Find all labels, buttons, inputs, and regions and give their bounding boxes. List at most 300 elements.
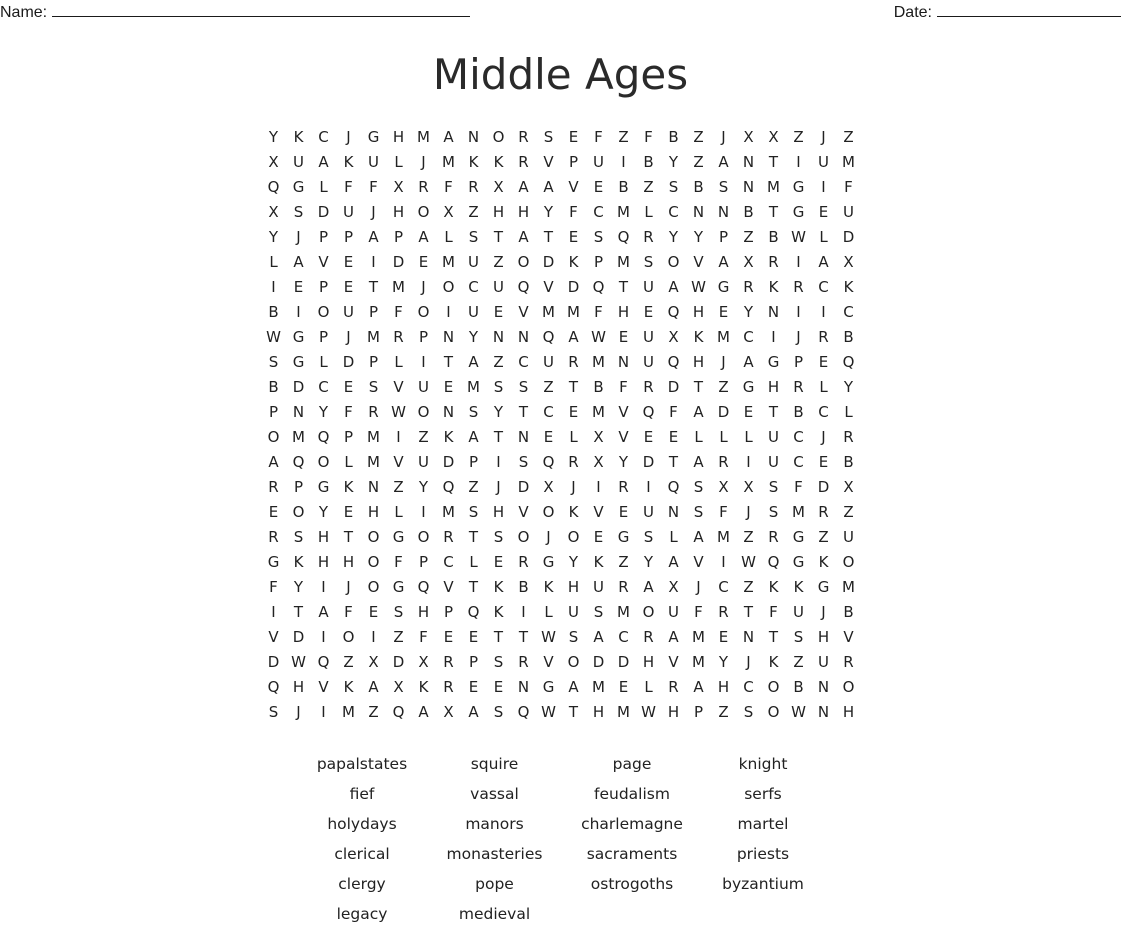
grid-letter: G <box>742 377 755 396</box>
grid-letter: G <box>542 677 555 696</box>
grid-letter: J <box>571 477 576 496</box>
grid-letter: U <box>293 152 304 171</box>
grid-letter: F <box>669 402 678 421</box>
grid-letter: O <box>567 652 580 671</box>
grid-letter: V <box>268 627 279 646</box>
grid-letter: G <box>792 552 805 571</box>
grid-letter: X <box>768 127 779 146</box>
grid-letter: D <box>617 652 630 671</box>
grid-letter: N <box>442 327 455 346</box>
grid-letter: S <box>518 377 529 396</box>
grid-letter: Y <box>843 377 854 396</box>
grid-letter: I <box>621 152 626 171</box>
grid-letter: X <box>393 677 404 696</box>
grid-letter: N <box>717 202 730 221</box>
grid-letter: V <box>593 502 604 521</box>
grid-letter: E <box>493 552 504 571</box>
grid-letter: H <box>317 527 330 546</box>
grid-letter: K <box>468 152 479 171</box>
grid-letter: A <box>468 702 479 721</box>
grid-letter: U <box>468 302 479 321</box>
grid-letter: W <box>741 552 756 571</box>
grid-letter: A <box>743 352 754 371</box>
name-label: Name: <box>0 4 48 21</box>
grid-letter: R <box>618 477 629 496</box>
word-bank-item: monasteries <box>446 845 543 863</box>
grid-letter: N <box>367 477 380 496</box>
word-bank-item: byzantium <box>722 875 804 893</box>
grid-letter: I <box>721 552 726 571</box>
grid-letter: H <box>692 352 705 371</box>
word-bank-item: martel <box>737 815 789 833</box>
grid-letter: I <box>446 302 451 321</box>
grid-letter: U <box>818 152 829 171</box>
grid-letter: I <box>646 477 651 496</box>
grid-letter: H <box>392 202 405 221</box>
grid-letter: K <box>343 152 354 171</box>
grid-letter: A <box>268 452 279 471</box>
grid-letter: E <box>618 502 629 521</box>
grid-letter: P <box>468 452 479 471</box>
grid-letter: F <box>719 502 728 521</box>
grid-letter: X <box>268 202 279 221</box>
grid-letter: M <box>367 427 380 446</box>
grid-letter: V <box>518 302 529 321</box>
grid-letter: D <box>517 477 530 496</box>
grid-letter: P <box>343 227 354 246</box>
grid-letter: V <box>668 652 679 671</box>
grid-letter: K <box>568 252 579 271</box>
grid-letter: X <box>443 202 454 221</box>
grid-letter: R <box>518 152 529 171</box>
grid-letter: L <box>469 552 478 571</box>
grid-letter: O <box>642 602 655 621</box>
grid-letter: Z <box>843 502 854 521</box>
word-bank <box>292 750 819 930</box>
grid-letter: P <box>418 327 429 346</box>
grid-letter: A <box>693 527 704 546</box>
grid-letter: L <box>644 202 653 221</box>
grid-letter: R <box>568 352 579 371</box>
grid-letter: C <box>468 277 479 296</box>
grid-letter: Q <box>667 477 680 496</box>
grid-letter: I <box>521 602 526 621</box>
word-bank-item: serfs <box>744 785 782 803</box>
grid-letter: N <box>517 327 530 346</box>
grid-letter: N <box>742 627 755 646</box>
grid-letter: H <box>767 377 780 396</box>
grid-letter: Q <box>292 452 305 471</box>
grid-letter: L <box>269 252 278 271</box>
grid-letter: H <box>317 552 330 571</box>
grid-letter: I <box>396 427 401 446</box>
grid-letter: E <box>593 177 604 196</box>
grid-letter: E <box>568 127 579 146</box>
grid-letter: M <box>767 177 780 196</box>
grid-letter: R <box>743 277 754 296</box>
grid-letter: H <box>392 127 405 146</box>
grid-letter: P <box>693 702 704 721</box>
grid-letter: O <box>767 677 780 696</box>
grid-letter: S <box>543 127 554 146</box>
grid-letter: Z <box>468 477 479 496</box>
grid-letter: L <box>819 377 828 396</box>
grid-letter: Q <box>767 552 780 571</box>
grid-letter: P <box>368 302 379 321</box>
grid-letter: L <box>694 427 703 446</box>
grid-letter: F <box>344 602 353 621</box>
word-bank-item: ostrogoths <box>590 875 674 893</box>
grid-letter: A <box>593 627 604 646</box>
grid-letter: I <box>321 577 326 596</box>
grid-letter: S <box>393 602 404 621</box>
grid-letter: P <box>443 602 454 621</box>
grid-letter: U <box>493 277 504 296</box>
grid-letter: Q <box>517 277 530 296</box>
grid-letter: H <box>667 702 680 721</box>
grid-letter: E <box>343 377 354 396</box>
grid-letter: V <box>618 402 629 421</box>
grid-letter: E <box>643 302 654 321</box>
grid-letter: T <box>668 452 679 471</box>
grid-letter: V <box>443 577 454 596</box>
grid-letter: Q <box>842 352 855 371</box>
grid-letter: G <box>292 352 305 371</box>
grid-letter: S <box>293 527 304 546</box>
grid-letter: E <box>343 502 354 521</box>
word-search-grid <box>261 124 861 724</box>
grid-letter: Y <box>743 302 754 321</box>
grid-letter: F <box>444 177 453 196</box>
grid-letter: H <box>617 302 630 321</box>
grid-letter: F <box>394 552 403 571</box>
grid-letter: Z <box>643 177 654 196</box>
grid-letter: M <box>617 252 630 271</box>
grid-letter: E <box>493 677 504 696</box>
grid-letter: L <box>319 352 328 371</box>
grid-letter: K <box>343 477 354 496</box>
grid-letter: P <box>318 227 329 246</box>
grid-letter: Y <box>268 127 279 146</box>
word-bank-item: manors <box>465 815 524 833</box>
grid-letter: R <box>443 527 454 546</box>
grid-letter: Y <box>643 552 654 571</box>
grid-letter: D <box>592 652 605 671</box>
grid-letter: Y <box>568 552 579 571</box>
grid-letter: U <box>593 577 604 596</box>
grid-letter: M <box>842 152 855 171</box>
grid-letter: H <box>492 202 505 221</box>
grid-letter: J <box>821 427 826 446</box>
grid-letter: R <box>468 177 479 196</box>
grid-letter: O <box>842 677 855 696</box>
word-bank-item: feudalism <box>594 785 670 803</box>
grid-letter: Q <box>667 352 680 371</box>
grid-letter: C <box>793 427 804 446</box>
grid-letter: S <box>493 377 504 396</box>
grid-letter: O <box>492 127 505 146</box>
grid-letter: L <box>719 427 728 446</box>
grid-letter: G <box>792 202 805 221</box>
grid-letter: I <box>421 502 426 521</box>
grid-letter: D <box>317 202 330 221</box>
grid-letter: C <box>668 202 679 221</box>
grid-letter: K <box>768 652 779 671</box>
grid-letter: Z <box>418 427 429 446</box>
grid-letter: U <box>468 252 479 271</box>
grid-letter: F <box>644 127 653 146</box>
grid-letter: R <box>818 502 829 521</box>
grid-letter: S <box>568 627 579 646</box>
grid-letter: S <box>468 402 479 421</box>
grid-letter: Q <box>617 227 630 246</box>
grid-letter: V <box>393 377 404 396</box>
grid-letter: D <box>392 652 405 671</box>
grid-letter: R <box>768 527 779 546</box>
grid-letter: K <box>568 502 579 521</box>
grid-letter: M <box>592 402 605 421</box>
grid-letter: R <box>818 327 829 346</box>
grid-letter: V <box>393 452 404 471</box>
grid-letter: K <box>293 552 304 571</box>
grid-letter: Z <box>793 127 804 146</box>
grid-letter: I <box>771 327 776 346</box>
grid-letter: R <box>768 252 779 271</box>
grid-letter: G <box>617 527 630 546</box>
grid-letter: U <box>643 277 654 296</box>
grid-letter: Z <box>618 552 629 571</box>
grid-letter: B <box>743 202 754 221</box>
grid-letter: U <box>568 602 579 621</box>
grid-letter: V <box>318 252 329 271</box>
grid-letter: F <box>694 602 703 621</box>
grid-letter: J <box>421 277 426 296</box>
grid-letter: A <box>518 227 529 246</box>
grid-letter: G <box>292 177 305 196</box>
grid-letter: T <box>568 702 579 721</box>
grid-letter: T <box>543 227 554 246</box>
grid-letter: I <box>371 252 376 271</box>
grid-letter: R <box>268 527 279 546</box>
grid-letter: Q <box>467 602 480 621</box>
grid-letter: J <box>346 127 351 146</box>
grid-letter: U <box>793 602 804 621</box>
grid-letter: Z <box>743 577 754 596</box>
grid-letter: Z <box>743 227 754 246</box>
grid-letter: N <box>667 502 680 521</box>
grid-letter: S <box>368 377 379 396</box>
grid-letter: T <box>493 227 504 246</box>
grid-letter: M <box>467 377 480 396</box>
grid-letter: E <box>718 627 729 646</box>
grid-letter: T <box>768 402 779 421</box>
grid-letter: C <box>518 352 529 371</box>
grid-letter: J <box>496 477 501 496</box>
grid-letter: E <box>618 677 629 696</box>
word-bank-item: medieval <box>458 905 531 923</box>
grid-letter: E <box>668 427 679 446</box>
grid-letter: A <box>668 552 679 571</box>
grid-letter: Z <box>393 627 404 646</box>
grid-letter: E <box>343 252 354 271</box>
grid-letter: A <box>693 677 704 696</box>
grid-letter: K <box>443 427 454 446</box>
grid-letter: S <box>593 227 604 246</box>
name-blank-line[interactable] <box>52 2 470 17</box>
grid-letter: R <box>518 552 529 571</box>
grid-letter: L <box>394 502 403 521</box>
grid-letter: W <box>691 277 706 296</box>
grid-letter: J <box>746 652 751 671</box>
grid-letter: O <box>517 527 530 546</box>
grid-letter: E <box>493 302 504 321</box>
word-bank-item: priests <box>736 845 790 863</box>
grid-letter: M <box>392 277 405 296</box>
grid-letter: A <box>668 627 679 646</box>
grid-letter: S <box>518 452 529 471</box>
grid-letter: S <box>643 527 654 546</box>
grid-letter: G <box>392 527 405 546</box>
grid-letter: M <box>792 502 805 521</box>
grid-letter: X <box>718 477 729 496</box>
grid-letter: S <box>593 602 604 621</box>
grid-letter: D <box>567 277 580 296</box>
grid-letter: R <box>518 652 529 671</box>
grid-letter: Z <box>843 127 854 146</box>
grid-letter: I <box>796 252 801 271</box>
grid-letter: U <box>418 377 429 396</box>
grid-letter: O <box>567 527 580 546</box>
grid-letter: R <box>443 652 454 671</box>
grid-letter: O <box>517 252 530 271</box>
grid-letter: H <box>492 502 505 521</box>
grid-letter: N <box>517 427 530 446</box>
grid-letter: F <box>394 302 403 321</box>
grid-letter: T <box>493 427 504 446</box>
grid-letter: D <box>292 627 305 646</box>
grid-letter: Y <box>318 502 329 521</box>
grid-letter: A <box>568 327 579 346</box>
grid-letter: H <box>692 302 705 321</box>
grid-letter: E <box>818 352 829 371</box>
grid-letter: Z <box>618 127 629 146</box>
grid-letter: B <box>793 402 804 421</box>
grid-letter: H <box>817 627 830 646</box>
grid-letter: K <box>418 677 429 696</box>
grid-letter: A <box>318 602 329 621</box>
grid-letter: J <box>746 502 751 521</box>
grid-letter: H <box>842 702 855 721</box>
grid-letter: L <box>544 602 553 621</box>
grid-letter: R <box>718 602 729 621</box>
grid-letter: Y <box>268 227 279 246</box>
grid-letter: Y <box>468 327 479 346</box>
grid-letter: L <box>444 227 453 246</box>
grid-letter: U <box>418 452 429 471</box>
grid-letter: P <box>468 652 479 671</box>
grid-letter: E <box>543 427 554 446</box>
grid-letter: H <box>367 502 380 521</box>
grid-letter: B <box>768 227 779 246</box>
date-field[interactable] <box>894 2 1121 22</box>
grid-letter: I <box>821 177 826 196</box>
grid-letter: S <box>693 502 704 521</box>
grid-letter: N <box>517 677 530 696</box>
grid-letter: J <box>796 327 801 346</box>
grid-letter: S <box>768 502 779 521</box>
grid-letter: M <box>292 427 305 446</box>
grid-letter: F <box>594 302 603 321</box>
grid-letter: G <box>817 577 830 596</box>
grid-letter: K <box>818 552 829 571</box>
grid-letter: G <box>792 527 805 546</box>
grid-letter: V <box>568 177 579 196</box>
grid-letter: Z <box>343 652 354 671</box>
grid-letter: A <box>468 352 479 371</box>
grid-letter: E <box>293 277 304 296</box>
grid-letter: L <box>394 152 403 171</box>
grid-letter: S <box>718 177 729 196</box>
grid-letter: P <box>393 227 404 246</box>
grid-letter: C <box>818 277 829 296</box>
grid-letter: T <box>293 602 304 621</box>
word-bank-item: sacraments <box>586 845 678 863</box>
grid-letter: T <box>493 627 504 646</box>
grid-letter: F <box>769 602 778 621</box>
grid-letter: R <box>793 277 804 296</box>
grid-letter: K <box>293 127 304 146</box>
grid-letter: A <box>693 402 704 421</box>
grid-letter: D <box>542 252 555 271</box>
date-blank-line[interactable] <box>937 2 1121 17</box>
grid-letter: V <box>543 152 554 171</box>
grid-letter: S <box>268 702 279 721</box>
grid-letter: F <box>344 177 353 196</box>
grid-letter: S <box>643 252 654 271</box>
grid-letter: A <box>443 127 454 146</box>
word-bank-item: vassal <box>470 785 519 803</box>
grid-letter: D <box>392 252 405 271</box>
grid-letter: X <box>843 252 854 271</box>
grid-letter: A <box>318 152 329 171</box>
grid-letter: I <box>371 627 376 646</box>
grid-letter: A <box>568 677 579 696</box>
grid-letter: I <box>821 302 826 321</box>
grid-letter: M <box>442 152 455 171</box>
grid-letter: V <box>543 277 554 296</box>
grid-letter: F <box>369 177 378 196</box>
grid-letter: P <box>568 152 579 171</box>
grid-letter: D <box>817 477 830 496</box>
grid-letter: D <box>342 352 355 371</box>
grid-letter: X <box>593 452 604 471</box>
grid-letter: R <box>843 427 854 446</box>
grid-letter: J <box>296 227 301 246</box>
grid-letter: S <box>768 477 779 496</box>
grid-letter: P <box>593 252 604 271</box>
name-field[interactable] <box>0 2 470 22</box>
grid-letter: O <box>367 577 380 596</box>
grid-letter: K <box>793 577 804 596</box>
grid-letter: U <box>343 202 354 221</box>
word-bank-item: pope <box>475 875 514 893</box>
grid-letter: L <box>569 427 578 446</box>
grid-letter: A <box>368 677 379 696</box>
grid-letter: M <box>342 702 355 721</box>
grid-letter: X <box>418 652 429 671</box>
grid-letter: S <box>693 477 704 496</box>
grid-letter: N <box>742 152 755 171</box>
